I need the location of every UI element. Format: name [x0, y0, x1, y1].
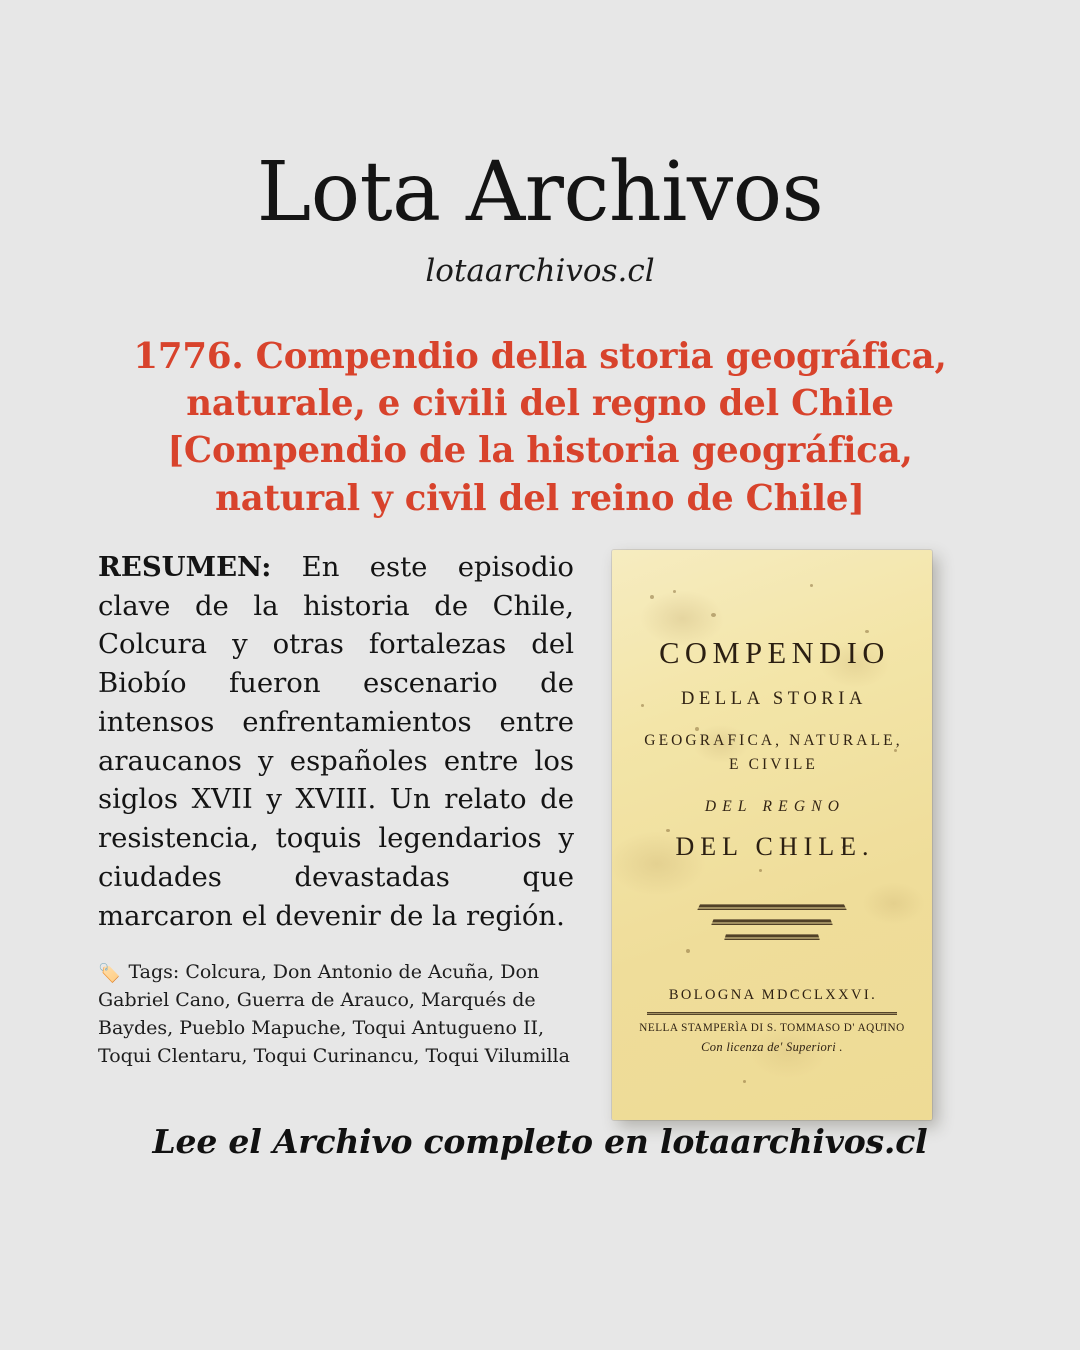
- text-column: [98, 548, 574, 1071]
- book-cover-text: [612, 550, 932, 1120]
- summary-label: RESUMEN:: [98, 550, 272, 583]
- ornament-rule-2: [711, 919, 833, 925]
- content-row: [0, 522, 1080, 1120]
- book-title-line-1: COMPENDIO: [659, 635, 890, 670]
- tags-text: Tags: Colcura, Don Antonio de Acuña, Don Gabriel Cano, Guerra de Arauco, Marqués de Baydes, Pueblo Mapuche, Toqui Antugueno II, Toqui Clentaru, Toqui Curinancu, Toqui Vilumilla: [98, 961, 570, 1068]
- summary-body: En este episodio clave de la historia de Chile, Colcura y otras fortalezas del Biobío fueron escenario de intensos enfrentamientos entre araucanos y españoles entre los siglos XVII y XVIII. Un relato de resistencia, toquis legendarios y ciudades devastadas que marcaron el devenir de la región.: [98, 550, 574, 932]
- book-title-line-5: DEL REGNO: [704, 797, 846, 815]
- page-title: Lota Archivos: [256, 145, 824, 240]
- book-cover-image: [612, 550, 932, 1120]
- tags-line: [98, 935, 574, 1071]
- tag-icon: 🏷️: [98, 963, 121, 985]
- archive-headline: 1776. Compendio della storia geográfica, naturale, e civili del regno del Chile [Compendio de la historia geográfica, natural y civil del reino de Chile]: [133, 336, 947, 519]
- site-url: lotaarchivos.cl: [425, 253, 655, 289]
- book-license: Con licenza de' Superiori .: [701, 1040, 843, 1055]
- footer-callout: Lee el Archivo completo en lotaarchivos.cl: [152, 1122, 928, 1161]
- book-imprint-place-year: BOLOGNA MDCCLXXVI.: [668, 987, 878, 1004]
- book-column: [612, 548, 932, 1120]
- ornament-rule-1: [697, 904, 847, 910]
- book-ornament: [634, 860, 910, 940]
- book-title-line-3: GEOGRAFICA, NATURALE,: [644, 731, 903, 749]
- book-title-line-4: E CIVILE: [729, 756, 818, 774]
- summary-paragraph: [98, 548, 574, 936]
- imprint-divider: [647, 1012, 897, 1015]
- book-title-line-2: DELLA STORIA: [681, 689, 867, 710]
- book-printer: NELLA STAMPERÌA DI S. TOMMASO D' AQUINO: [639, 1021, 905, 1034]
- book-title-line-6: DEL CHILE.: [675, 832, 875, 862]
- ornament-rule-3: [724, 934, 820, 940]
- book-imprint: [634, 940, 910, 1055]
